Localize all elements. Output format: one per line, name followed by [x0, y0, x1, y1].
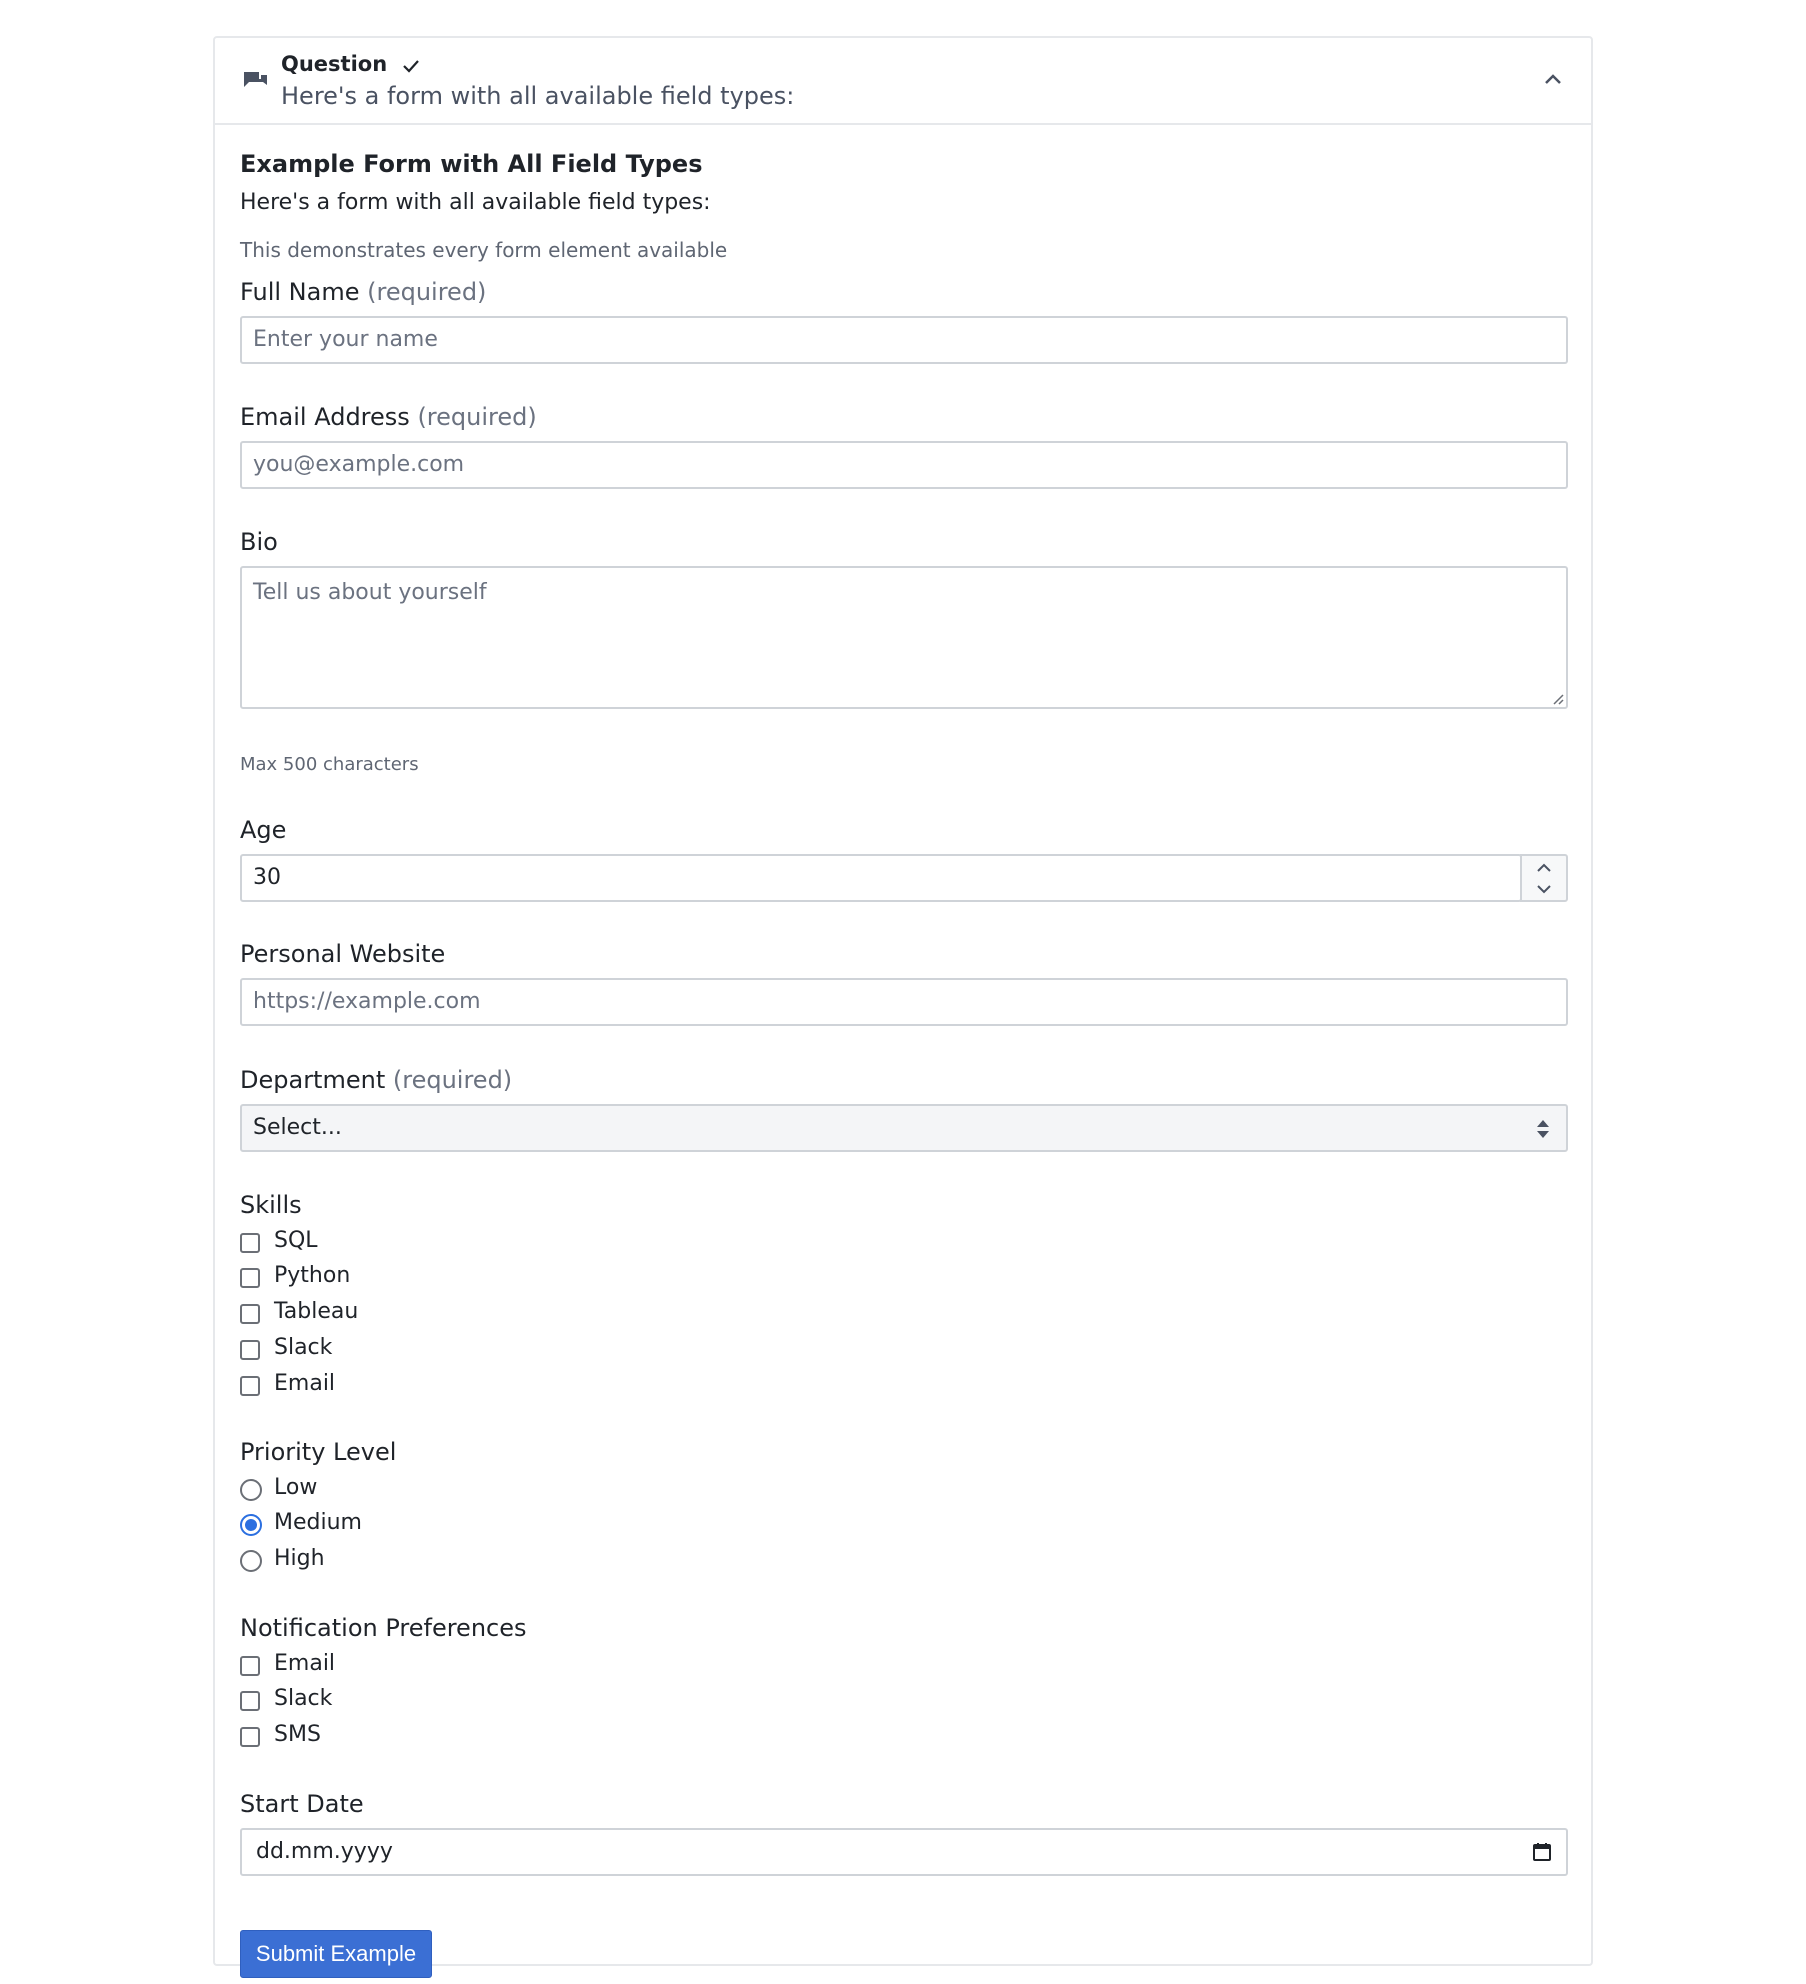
option-label: Low: [274, 1475, 318, 1500]
email-label-text: Email Address: [240, 403, 410, 431]
checkbox[interactable]: [240, 1376, 260, 1396]
email-input[interactable]: you@example.com: [240, 441, 1568, 489]
option-label: Medium: [274, 1510, 362, 1535]
age-input[interactable]: 30: [240, 854, 1522, 902]
option-label: SMS: [274, 1722, 321, 1747]
start-date-label: Start Date: [240, 1790, 364, 1818]
department-selected: Select...: [253, 1115, 342, 1140]
option-label: Email: [274, 1371, 336, 1396]
priority-label: Priority Level: [240, 1438, 397, 1466]
spin-down-icon[interactable]: [1534, 882, 1554, 896]
option-label: SQL: [274, 1228, 318, 1253]
option-label: Slack: [274, 1335, 333, 1360]
option-label: Slack: [274, 1686, 333, 1711]
bio-placeholder: Tell us about yourself: [253, 580, 487, 605]
website-label: Personal Website: [240, 940, 446, 968]
bio-label: Bio: [240, 528, 278, 556]
header-title: Question: [281, 52, 388, 76]
resize-handle-icon[interactable]: [1550, 691, 1564, 705]
department-label: [240, 1066, 512, 1094]
option-label: Email: [274, 1651, 336, 1676]
option-label: High: [274, 1546, 325, 1571]
checkbox[interactable]: [240, 1656, 260, 1676]
checkbox[interactable]: [240, 1340, 260, 1360]
required-tag: (required): [392, 1066, 513, 1094]
checkbox[interactable]: [240, 1691, 260, 1711]
full-name-input[interactable]: Enter your name: [240, 316, 1568, 364]
department-label-text: Department: [240, 1066, 386, 1094]
submit-button[interactable]: Submit Example: [240, 1930, 432, 1978]
radio-button[interactable]: [240, 1550, 262, 1572]
header-title-row: [281, 52, 420, 76]
form-description: This demonstrates every form element available: [240, 238, 728, 262]
age-label: Age: [240, 816, 287, 844]
select-arrows-icon: [1536, 1118, 1550, 1140]
website-input[interactable]: https://example.com: [240, 978, 1568, 1026]
full-name-label-text: Full Name: [240, 278, 360, 306]
question-header[interactable]: [215, 38, 1591, 125]
chevron-up-icon[interactable]: [1541, 68, 1565, 92]
option-label: Tableau: [274, 1299, 359, 1324]
notifications-label: Notification Preferences: [240, 1614, 527, 1642]
radio-button-selected[interactable]: [240, 1514, 262, 1536]
question-card: [213, 36, 1593, 1966]
header-subtitle: Here's a form with all available field types:: [281, 82, 795, 110]
bio-textarea[interactable]: [240, 566, 1568, 709]
checkbox[interactable]: [240, 1727, 260, 1747]
calendar-icon[interactable]: [1532, 1842, 1552, 1862]
spin-up-icon[interactable]: [1534, 861, 1554, 875]
age-stepper[interactable]: [1520, 854, 1568, 902]
email-label: [240, 403, 537, 431]
department-select[interactable]: [240, 1104, 1568, 1152]
checkbox[interactable]: [240, 1233, 260, 1253]
checkbox[interactable]: [240, 1268, 260, 1288]
required-tag: (required): [367, 278, 487, 306]
form-title: Example Form with All Field Types: [240, 150, 703, 178]
option-label: Python: [274, 1263, 351, 1288]
full-name-label: [240, 278, 486, 306]
skills-label: Skills: [240, 1191, 302, 1219]
required-tag: (required): [417, 403, 537, 431]
start-date-placeholder: dd.mm.yyyy: [256, 1839, 393, 1864]
chat-icon: [241, 66, 269, 94]
bio-help-text: Max 500 characters: [240, 754, 419, 775]
start-date-input[interactable]: [240, 1828, 1568, 1876]
checkbox[interactable]: [240, 1304, 260, 1324]
form-intro: Here's a form with all available field types:: [240, 190, 711, 215]
radio-button[interactable]: [240, 1479, 262, 1501]
checkmark-icon: [402, 58, 420, 74]
